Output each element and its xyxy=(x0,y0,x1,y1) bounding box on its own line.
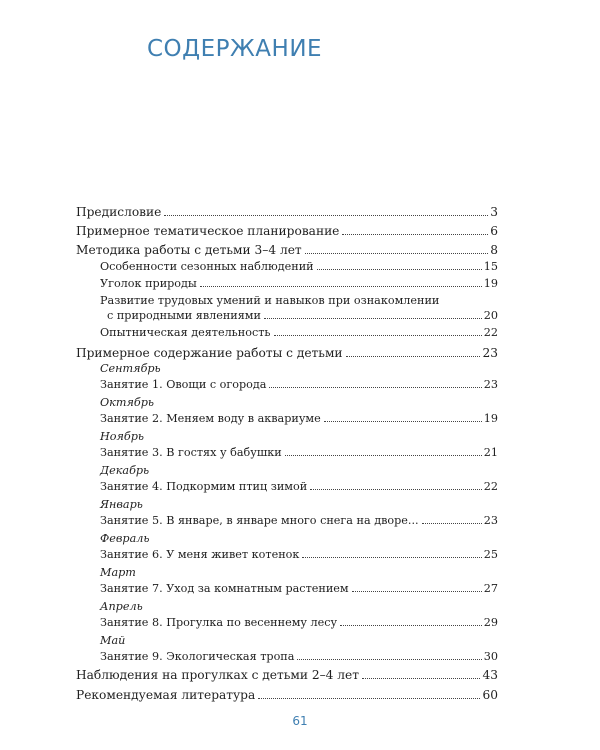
toc-entry-lesson-7[interactable] xyxy=(100,582,498,596)
toc-page-number: 23 xyxy=(483,514,498,527)
page-number: 61 xyxy=(292,714,308,728)
month-heading: Февраль xyxy=(100,532,150,545)
toc-entry-planning[interactable] xyxy=(76,224,498,238)
toc-entry-lesson-9[interactable] xyxy=(100,650,498,664)
toc-page-number: 43 xyxy=(482,668,498,682)
toc-entry-title: с природными явлениями xyxy=(107,309,261,322)
toc-entry-corner[interactable] xyxy=(100,277,498,291)
dot-leader xyxy=(317,269,482,270)
toc-page-number: 19 xyxy=(483,277,498,290)
toc-page-number: 22 xyxy=(483,480,498,493)
toc-page-number: 60 xyxy=(482,688,498,702)
dot-leader xyxy=(302,557,481,558)
dot-leader xyxy=(305,253,489,254)
toc-page-number: 23 xyxy=(482,346,498,360)
toc-entry-title: Опытническая деятельность xyxy=(100,326,271,339)
toc-entry-title: Занятие 9. Экологическая тропа xyxy=(100,650,295,663)
toc-entry-title: Занятие 1. Овощи с огорода xyxy=(100,378,267,391)
dot-leader xyxy=(258,698,480,699)
page-title: СОДЕРЖАНИЕ xyxy=(147,36,323,62)
toc-page-number: 15 xyxy=(483,260,498,273)
toc-entry-lesson-3[interactable] xyxy=(100,446,498,460)
toc-entry-walks[interactable] xyxy=(76,668,498,682)
toc-entry-title: Занятие 6. У меня живет котенок xyxy=(100,548,300,561)
toc-page-number: 8 xyxy=(490,243,498,257)
month-heading: Октябрь xyxy=(100,396,154,409)
toc-entry-title: Наблюдения на прогулках с детьми 2–4 лет xyxy=(76,668,360,682)
toc-entry-labor-line1: Развитие трудовых умений и навыков при ознакомлении xyxy=(100,294,440,307)
dot-leader xyxy=(324,421,482,422)
toc-page-number: 20 xyxy=(483,309,498,322)
dot-leader xyxy=(274,335,482,336)
toc-entry-literature[interactable] xyxy=(76,688,498,702)
month-heading: Апрель xyxy=(100,600,143,613)
month-heading: Март xyxy=(100,566,136,579)
toc-page-number: 19 xyxy=(483,412,498,425)
toc-entry-title: Занятие 8. Прогулка по весеннему лесу xyxy=(100,616,338,629)
dot-leader xyxy=(200,286,482,287)
table-of-contents xyxy=(76,205,498,702)
toc-page-number: 21 xyxy=(483,446,498,459)
toc-entry-content[interactable] xyxy=(76,346,498,360)
toc-entry-experiment[interactable] xyxy=(100,326,498,340)
toc-entry-lesson-8[interactable] xyxy=(100,616,498,630)
toc-entry-title: Уголок природы xyxy=(100,277,197,290)
toc-entry-title: Рекомендуемая литература xyxy=(76,688,256,702)
month-heading: Ноябрь xyxy=(100,430,144,443)
month-heading: Январь xyxy=(100,498,143,511)
toc-page-number: 23 xyxy=(483,378,498,391)
toc-page-number: 3 xyxy=(490,205,498,219)
toc-page-number: 29 xyxy=(483,616,498,629)
toc-entry-method[interactable] xyxy=(76,243,498,257)
toc-entry-title: Занятие 2. Меняем воду в аквариуме xyxy=(100,412,321,425)
toc-entry-title: Особенности сезонных наблюдений xyxy=(100,260,314,273)
toc-page-number: 6 xyxy=(490,224,498,238)
month-heading: Сентябрь xyxy=(100,362,161,375)
toc-entry-preface[interactable] xyxy=(76,205,498,219)
toc-page-number: 25 xyxy=(483,548,498,561)
toc-entry-lesson-2[interactable] xyxy=(100,412,498,426)
toc-entry-lesson-6[interactable] xyxy=(100,548,498,562)
dot-leader xyxy=(362,678,480,679)
month-heading: Май xyxy=(100,634,126,647)
toc-entry-title: Занятие 5. В январе, в январе много снега на дворе... xyxy=(100,514,419,527)
dot-leader xyxy=(269,387,481,388)
toc-page-number: 22 xyxy=(483,326,498,339)
dot-leader xyxy=(264,318,482,319)
toc-entry-lesson-4[interactable] xyxy=(100,480,498,494)
toc-page-number: 27 xyxy=(483,582,498,595)
toc-entry-title: Занятие 4. Подкормим птиц зимой xyxy=(100,480,308,493)
toc-entry-title: Занятие 7. Уход за комнатным растением xyxy=(100,582,349,595)
dot-leader xyxy=(352,591,482,592)
dot-leader xyxy=(297,659,481,660)
dot-leader xyxy=(164,215,488,216)
dot-leader xyxy=(340,625,482,626)
toc-entry-labor[interactable] xyxy=(100,309,498,323)
toc-entry-title: Предисловие xyxy=(76,205,162,219)
toc-entry-lesson-5[interactable] xyxy=(100,514,498,528)
toc-entry-title: Примерное тематическое планирование xyxy=(76,224,340,238)
dot-leader xyxy=(285,455,482,456)
dot-leader xyxy=(422,523,482,524)
toc-entry-title: Примерное содержание работы с детьми xyxy=(76,346,343,360)
dot-leader xyxy=(342,234,488,235)
dot-leader xyxy=(346,356,481,357)
dot-leader xyxy=(310,489,482,490)
toc-page-number: 30 xyxy=(483,650,498,663)
toc-entry-seasonal[interactable] xyxy=(100,260,498,274)
toc-entry-title: Методика работы с детьми 3–4 лет xyxy=(76,243,302,257)
toc-entry-title: Занятие 3. В гостях у бабушки xyxy=(100,446,282,459)
toc-entry-lesson-1[interactable] xyxy=(100,378,498,392)
month-heading: Декабрь xyxy=(100,464,150,477)
